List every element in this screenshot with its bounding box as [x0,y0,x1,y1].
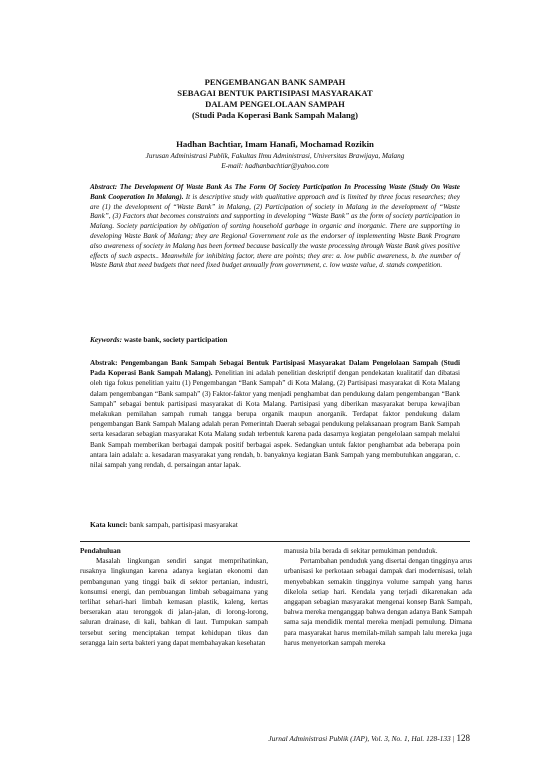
body-paragraph: manusia bila berada di sekitar pemukiman penduduk. [284,547,438,555]
abstract-english [90,183,460,271]
title-line-3: DALAM PENGELOLAAN SAMPAH [205,99,345,109]
journal-citation: Jurnal Administrasi Publik (JAP), Vol. 3, No. 1, Hal. 128-133 | [268,734,455,743]
body-column-right [284,546,472,648]
keywords-indonesian [90,520,460,529]
abstract-english-lead: Abstract: The Development Of Waste Bank As The Form Of Society Participation In Processing Waste (Study On Waste Bank Cooperation In Malang). [90,183,460,201]
author-list: Hadhan Bachtiar, Imam Hanafi, Mochamad Rozikin [176,139,374,149]
abstract-indonesian-body: Penelitian ini adalah penelitian deskriptif dengan pendekatan kualitatif dan dibatasi oleh tiga fokus penelitian yaitu (1) Pengembangan “Bank Sampah” di Kota Malang, (2) Partisipasi masyarakat di Kota Malang dalam pengembangan “Bank sampah” (3) Faktor-faktor yang menjadi penghambat dan pendukung dalam pengembangan “Bank Sampah” sebagai bentuk partisipasi masyarakat di Kota Malang. Partisipasi yang diberikan masyarakat berupa kewajiban melakukan pemilahan sampah rumah tangga berupa organik maupun anorganik. Terdapat faktor pendukung dalam pengembangan Bank Sampah Malang adalah peran Pemerintah Daerah sebagai pendukung pelaksanaan program Bank Sampah serta kesadaran sebagian masyarakat Kota Malang sudah terbentuk karena pada dasarnya kegiatan pengelolaan sampah melalui Bank Sampah memberikan berbagai dampak positif berbagai aspek. Sedangkan untuk faktor penghambat ada beberapa poin antara lain adalah: a. kesadaran masyarakat yang rendah, b. banyaknya kegiatan Bank Sampah yang membutuhkan anggaran, c. nilai sampah yang rendah, d. persaingan antar lapak. [90,369,461,470]
keywords-english-value: waste bank, society participation [122,335,228,344]
page-footer [268,733,470,743]
body-column-left [80,546,268,648]
keywords-english-label: Keywords: [90,335,123,344]
title-line-1: PENGEMBANGAN BANK SAMPAH [204,77,346,87]
title-line-4: (Studi Pada Koperasi Bank Sampah Malang) [192,110,358,120]
keywords-english [90,335,460,344]
section-divider [80,541,470,542]
keywords-indonesian-label: Kata kunci: [90,520,128,529]
paper-title [80,77,470,121]
affiliation-block [60,152,490,171]
affiliation: Jurusan Administrasi Publik, Fakultas Ilmu Administrasi, Universitas Brawijaya, Malang [145,152,405,160]
abstract-indonesian-lead: Abstrak: Pengembangan Bank Sampah Sebagai Bentuk Partisipasi Masyarakat Dalam Pengelolaan Sampah (Studi Pada Koperasi Bank Sampah Malang). [90,359,460,378]
abstract-indonesian [90,358,460,470]
body-paragraph: Pertambahan penduduk yang disertai dengan tingginya arus urbanisasi ke perkotaan sebagai dampak dari modernisasi, telah menyebabkan semakin tingginya volume sampah yang harus dikelola setiap hari. Kendala yang terjadi dikarenakan ada anggapan sebagian masyarakat mengenai konsep Bank Sampah, bahwa mereka menganggap bahwa dengan adanya Bank Sampah sama saja mendidik mental mereka menjadi pemulung. Dimana para masyarakat harus memilah-milah sampah lalu mereka juga harus menyetorkan sampah mereka [284,557,472,647]
title-line-2: SEBAGAI BENTUK PARTISIPASI MASYARAKAT [177,88,373,98]
abstract-english-body: It is descriptive study with qualitative approach and is limited by three focus researches; they are (1) the development of “Waste Bank” in Malang, (2) Participation of society in Malang in the development of “Waste Bank”, (3) Factors that becomes constraints and supporting in developing “Waste Bank” as the form of society participation in Malang. Society participation by obligation of sorting household garbage in organic and inorganic. There are supporting in developing Waste Bank of Malang; they are Regional Government role as the endorser of implementing Waste Bank Program also awareness of society in Malang has been formed because basically the waste processing through Waste Bank gives positive effects of such aspects.. Meanwhile for inhibiting factor, there are points; they are: a. low public awareness, b. the number of Waste Bank that need budgets that need fixed budget annually from government, c. low waste value, d. stands competition. [90,192,460,270]
author-email: E-mail: hadhanbachtiar@yahoo.com [221,161,329,170]
section-heading: Pendahuluan [80,547,121,555]
page-number: 128 [456,733,470,743]
body-paragraph: Masalah lingkungan sendiri sangat memprihatinkan, rusaknya lingkungan karena adanya kegiatan ekonomi dan pembangunan yang tinggi baik di sektor pertanian, industri, konsumsi energi, dan pembuangan limbah sebagaimana yang terlihat sehari-hari limbah kemasan plastik, kaleng, kertas berserakan atau teronggok di jalan-jalan, di lorong-lorong, saluran drainase, di kali, bahkan di laut. Tumpukan sampah tersebut sering menciptakan tempat kehidupan tikus dan serangga lain serta bakteri yang dapat membahayakan kesehatan [80,557,268,647]
keywords-indonesian-value: bank sampah, partisipasi masyarakat [127,520,238,529]
